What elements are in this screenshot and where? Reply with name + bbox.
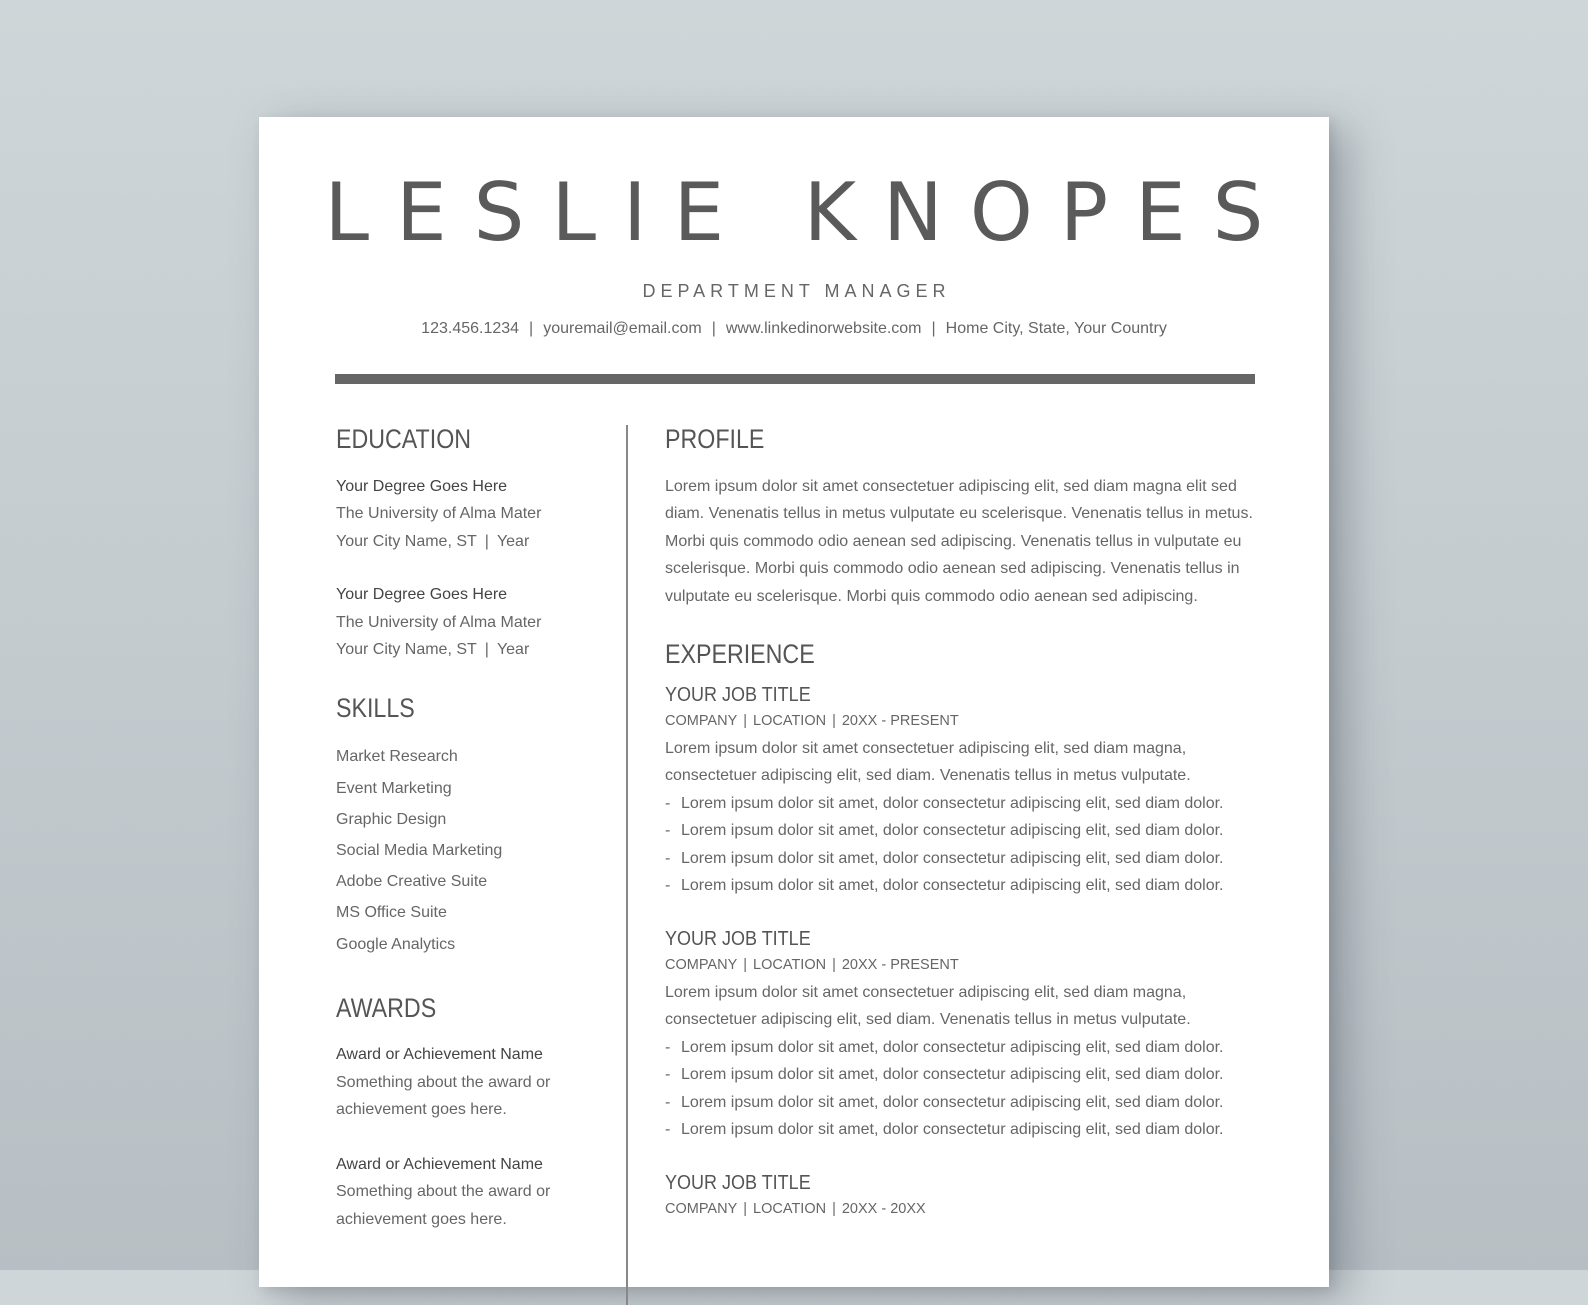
education-location-line [336,528,606,556]
job-bullet: - Lorem ipsum dolor sit amet, dolor consectetur adipiscing elit, sed diam dolor. [665,1061,1265,1089]
resume-name: LESLIE KNOPES [324,166,1291,259]
contact-phone: 123.456.1234 [421,320,520,337]
education-separator: | [484,532,489,550]
job-company: COMPANY [665,712,738,729]
job-bullet: - Lorem ipsum dolor sit amet, dolor consectetur adipiscing elit, sed diam dolor. [665,872,1265,900]
job-title: YOUR JOB TITLE [665,927,811,950]
award-description: achievement goes here. [336,1101,507,1119]
award-description: Something about the award or [336,1183,551,1201]
job-entry [665,684,1265,900]
contact-email: youremail@email.com [543,320,702,337]
education-item [336,581,606,664]
right-column [665,425,1265,1245]
education-item [336,473,606,556]
job-bullets [665,1034,1265,1144]
education-location-line [336,636,606,664]
education-year: Year [496,532,530,550]
award-name: Award or Achievement Name [336,1046,543,1064]
column-divider [626,425,628,1305]
skill-item: Adobe Creative Suite [336,873,488,891]
education-city: Your City Name, ST [336,532,477,550]
job-dates: 20XX - PRESENT [841,712,959,729]
job-meta [665,713,1265,729]
contact-website: www.linkedinorwebsite.com [725,320,922,337]
job-meta-separator: | [743,1200,748,1217]
job-meta-separator: | [743,712,748,729]
skill-item: Social Media Marketing [336,841,503,859]
job-description: Lorem ipsum dolor sit amet consectetuer adipiscing elit, sed diam magna, consectetuer adipiscing elit, sed diam. Venenatis tellus in metus vulputate. [665,739,1191,785]
job-location: LOCATION [753,1200,827,1217]
job-bullet: - Lorem ipsum dolor sit amet, dolor consectetur adipiscing elit, sed diam dolor. [665,817,1265,845]
skill-item: MS Office Suite [336,904,447,922]
education-separator: | [484,641,489,659]
contact-separator: | [931,320,936,337]
skill-item: Google Analytics [336,935,456,953]
job-bullet: - Lorem ipsum dolor sit amet, dolor consectetur adipiscing elit, sed diam dolor. [665,1116,1265,1144]
education-degree: Your Degree Goes Here [336,586,508,604]
job-meta-separator: | [832,956,836,973]
skill-item: Graphic Design [336,810,447,828]
skills-title: SKILLS [336,692,415,723]
award-description: achievement goes here. [336,1210,507,1228]
experience-title: EXPERIENCE [665,639,815,670]
job-entry [665,1172,1265,1217]
contact-line [259,320,1329,338]
award-item [336,1151,606,1234]
job-title: YOUR JOB TITLE [665,1171,811,1194]
job-meta [665,957,1265,973]
contact-separator: | [711,320,716,337]
education-year: Year [496,641,530,659]
awards-title: AWARDS [336,992,437,1023]
job-company: COMPANY [665,1200,738,1217]
job-meta-separator: | [832,712,836,729]
profile-text: Lorem ipsum dolor sit amet consectetuer adipiscing elit, sed diam magna elit sed diam. Venenatis tellus in metus vulputate eu scelerisque. Venenatis tellus in metus. Morbi quis commodo odio aenean sed adipiscing. Venenatis tellus in vulputate eu scelerisque. Morbi quis commodo odio aenean sed adipiscing. Venenatis tellus in vulputate eu scelerisque. Morbi quis commodo odio aenean sed adipiscing. [665,477,1253,605]
job-meta-separator: | [743,956,748,973]
award-description: Something about the award or [336,1073,551,1091]
left-column [336,425,606,1260]
job-bullet: - Lorem ipsum dolor sit amet, dolor consectetur adipiscing elit, sed diam dolor. [665,790,1265,818]
job-dates: 20XX - PRESENT [841,956,959,973]
job-bullets [665,790,1265,900]
job-title: YOUR JOB TITLE [665,683,811,706]
job-bullet: - Lorem ipsum dolor sit amet, dolor consectetur adipiscing elit, sed diam dolor. [665,1089,1265,1117]
job-bullet: - Lorem ipsum dolor sit amet, dolor consectetur adipiscing elit, sed diam dolor. [665,1034,1265,1062]
award-item [336,1041,606,1124]
education-city: Your City Name, ST [336,641,477,659]
job-entry [665,928,1265,1144]
job-meta [665,1201,1265,1217]
award-name: Award or Achievement Name [336,1155,543,1173]
profile-title: PROFILE [665,424,765,454]
contact-location: Home City, State, Your Country [945,320,1167,337]
contact-separator: | [529,320,534,337]
job-meta-separator: | [832,1200,836,1217]
job-description: Lorem ipsum dolor sit amet consectetuer adipiscing elit, sed diam magna, consectetuer adipiscing elit, sed diam. Venenatis tellus in metus vulputate. [665,983,1191,1029]
job-bullet: - Lorem ipsum dolor sit amet, dolor consectetur adipiscing elit, sed diam dolor. [665,845,1265,873]
job-location: LOCATION [753,712,827,729]
education-degree: Your Degree Goes Here [336,477,508,495]
header-divider [335,374,1255,384]
skill-item: Event Marketing [336,779,452,797]
job-location: LOCATION [753,956,827,973]
job-company: COMPANY [665,956,738,973]
skills-list [336,741,606,959]
resume-role: DEPARTMENT MANAGER [642,281,951,301]
resume-page [259,117,1329,1287]
education-title: EDUCATION [336,424,472,454]
education-school: The University of Alma Mater [336,505,542,523]
job-dates: 20XX - 20XX [841,1200,926,1217]
skill-item: Market Research [336,748,458,766]
education-school: The University of Alma Mater [336,613,542,631]
